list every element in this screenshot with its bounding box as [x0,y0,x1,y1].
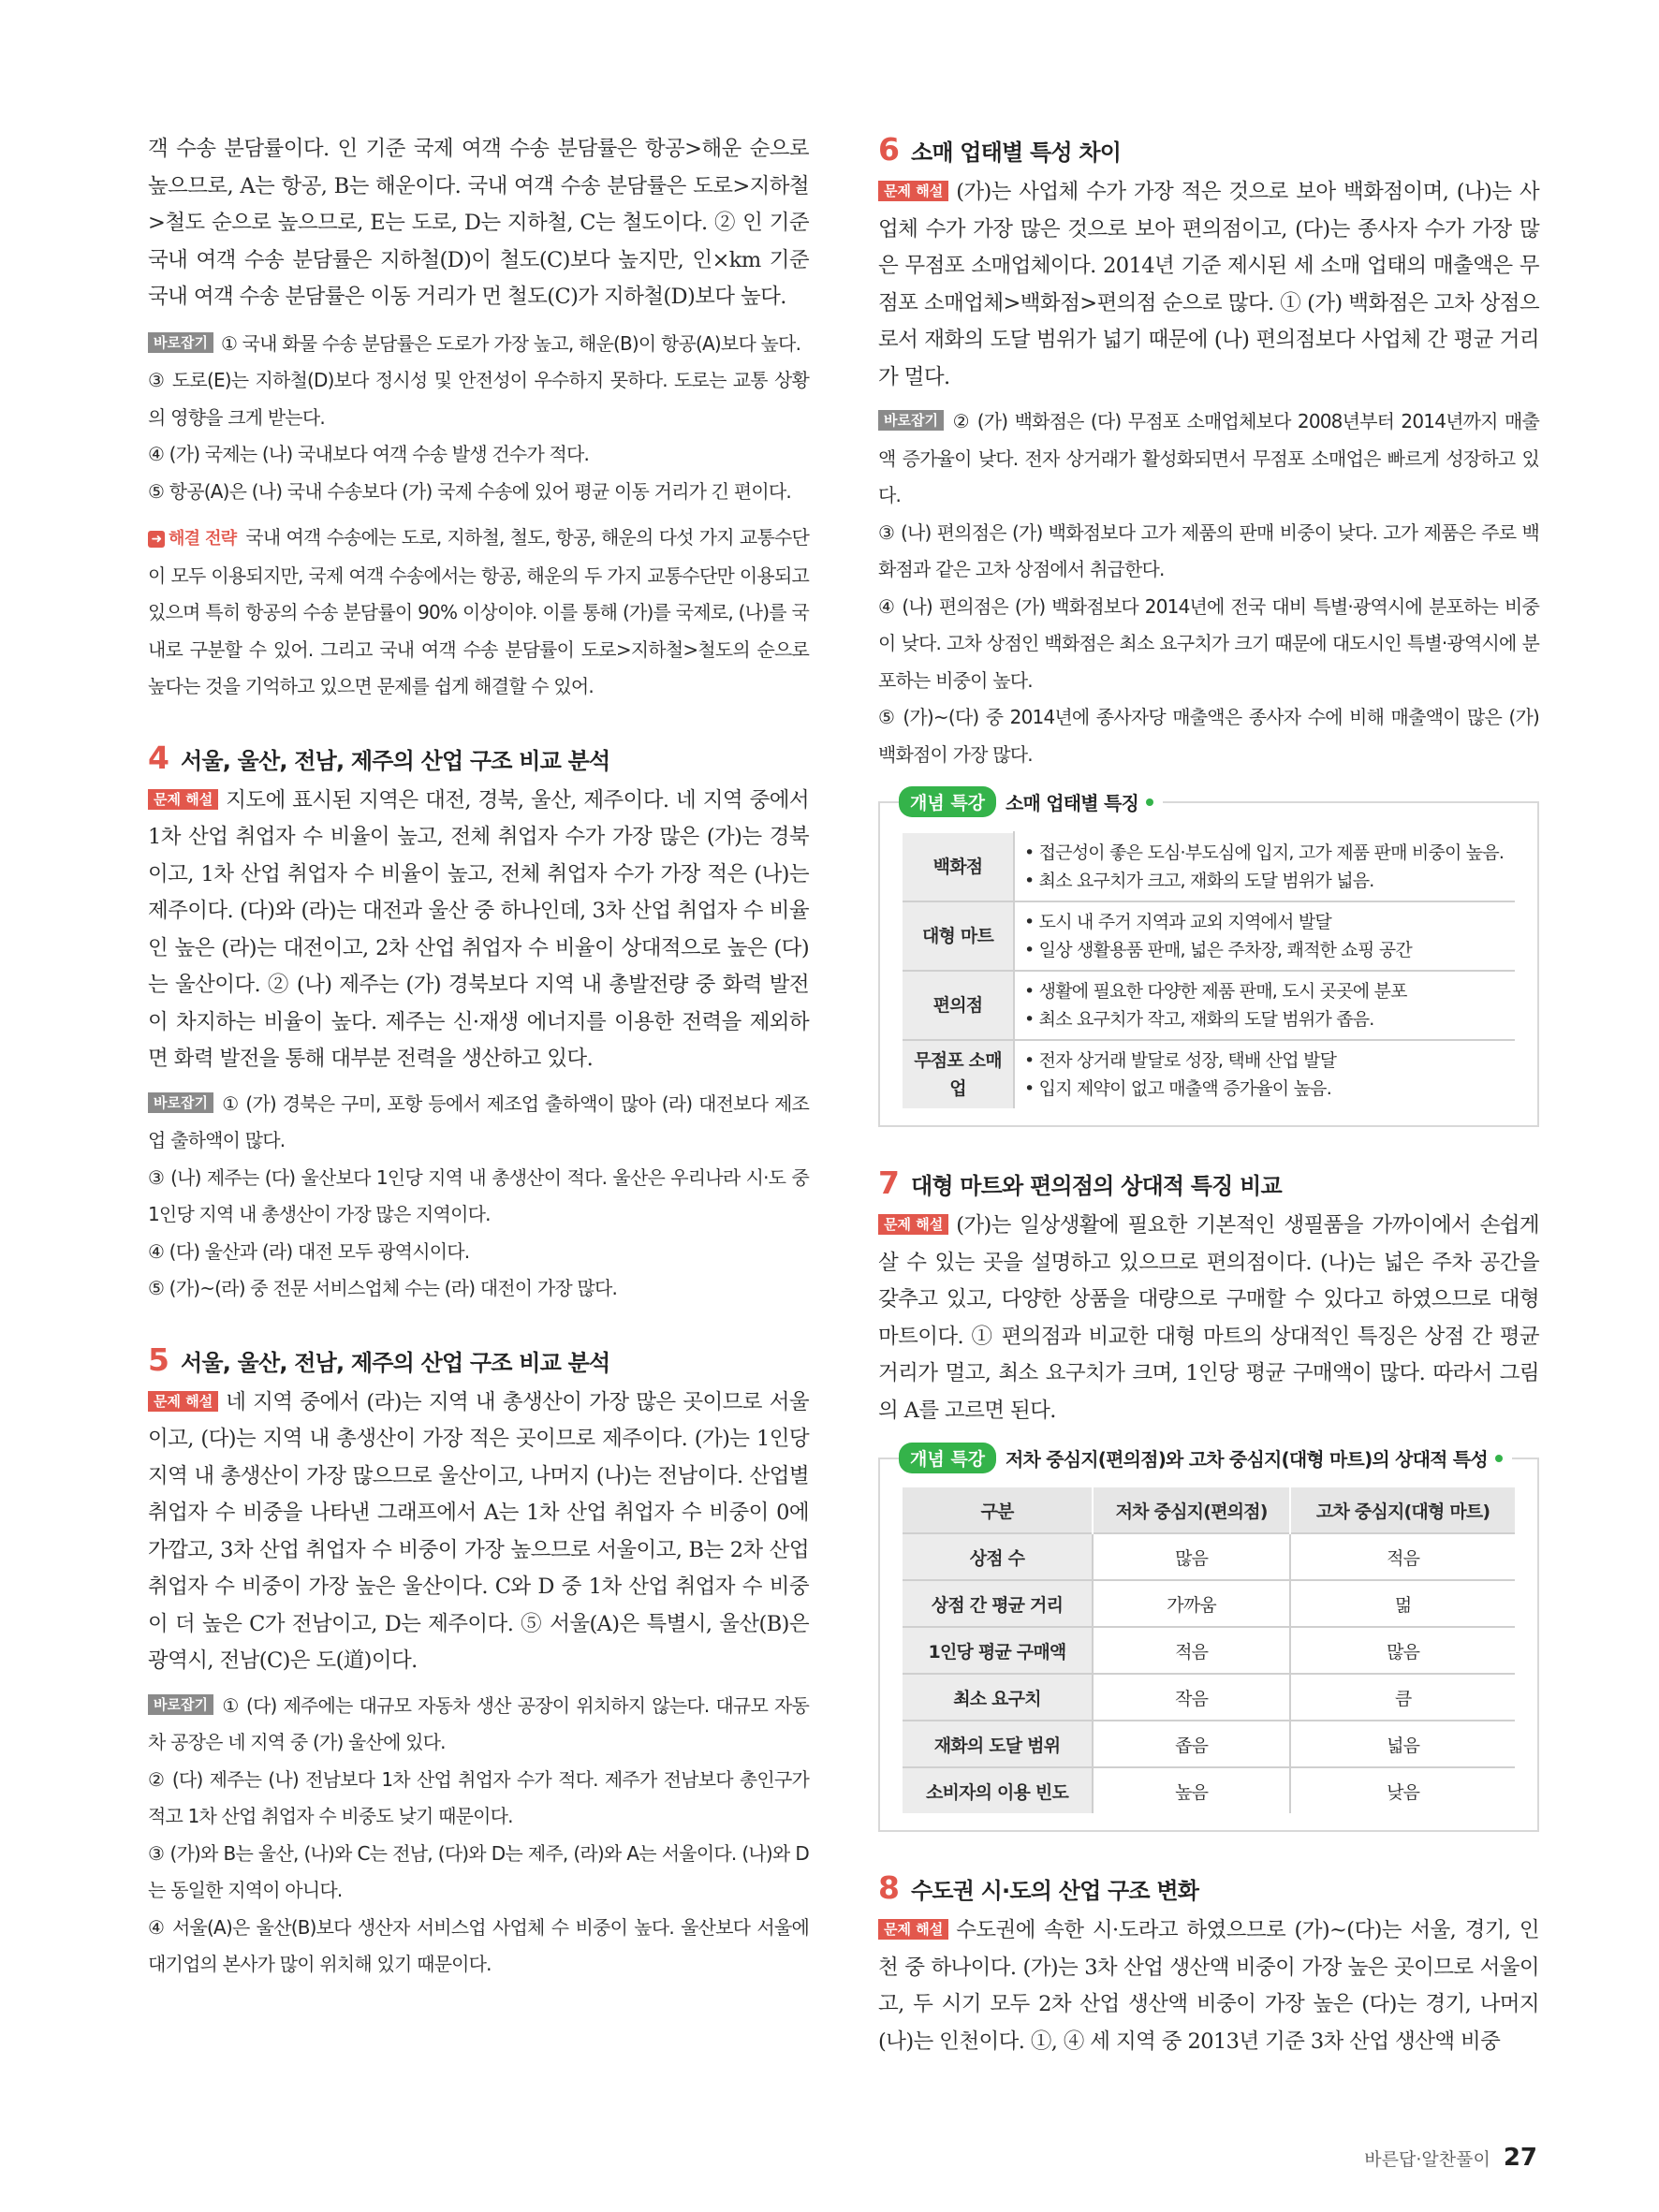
section-heading: 서울, 울산, 전남, 제주의 산업 구조 비교 분석 [180,747,610,774]
section-6-explanation [878,174,1539,396]
row-header: 소비자의 이용 빈도 [903,1767,1093,1813]
page-footer [1364,2144,1537,2172]
fix-line: ③ 도로(E)는 지하철(D)보다 정시성 및 안전성이 우수하지 못하다. 도로는 교통 상황의 영향을 크게 받는다. [148,369,809,429]
table-header-row [903,1487,1515,1533]
row-header: 상점 수 [903,1533,1093,1580]
section-4-title [148,740,809,779]
column-header: 구분 [903,1487,1093,1533]
section-6-title [878,131,1539,170]
concept-tag: 개념 특강 [899,1443,996,1473]
fix-line: ④ (다) 울산과 (라) 대전 모두 광역시이다. [148,1239,470,1263]
fix-badge: 바로잡기 [148,1694,213,1715]
table-cell: 멂 [1290,1580,1515,1627]
section-7-explanation [878,1208,1539,1429]
section-8-title [878,1869,1539,1909]
desc-line: • 도시 내 주거 지역과 교외 지역에서 발달 [1024,912,1331,932]
retail-type: 백화점 [903,832,1014,901]
desc-line: • 생활에 필요한 다양한 제품 판매, 도시 곳곳에 분포 [1024,981,1407,1002]
concept-title: 소매 업태별 특징 [1006,792,1138,814]
table-row [903,1721,1515,1767]
table-cell: 큼 [1290,1674,1515,1721]
desc-line: • 전자 상거래 발달로 성장, 택배 산업 발달 [1024,1050,1337,1071]
fix-line: ① (다) 제주에는 대규모 자동차 생산 공장이 위치하지 않는다. 대규모 자동차 공장은 네 지역 중 (가) 울산에 있다. [148,1693,809,1753]
table-cell: 적음 [1093,1627,1290,1674]
fix-line: ③ (나) 편의점은 (가) 백화점보다 고가 제품의 판매 비중이 낮다. 고가 제품은 주로 백화점과 같은 고차 상점에서 취급한다. [878,520,1539,580]
table-cell: 많음 [1093,1533,1290,1580]
section-heading: 수도권 시·도의 산업 구조 변화 [910,1878,1199,1904]
section-heading: 서울, 울산, 전남, 제주의 산업 구조 비교 분석 [180,1349,610,1376]
table-cell: 낮음 [1290,1767,1515,1813]
section-heading: 대형 마트와 편의점의 상대적 특징 비교 [910,1173,1282,1199]
concept-box-retail [878,792,1539,1127]
table-cell: 작음 [1093,1674,1290,1721]
fix-block [148,326,809,511]
concept-header [899,1443,1512,1473]
row-header: 상점 간 평균 거리 [903,1580,1093,1627]
desc-line: • 입지 제약이 없고 매출액 증가율이 높음. [1024,1078,1331,1099]
retail-type: 편의점 [903,971,1014,1040]
concept-tag: 개념 특강 [899,786,996,817]
fix-badge: 바로잡기 [148,332,213,353]
concept-box-centers [878,1448,1539,1832]
section-number: 8 [878,1869,900,1906]
explanation-badge: 문제 해설 [878,181,948,201]
table-cell: 가까움 [1093,1580,1290,1627]
section-5-title [148,1341,809,1381]
table-row [903,1533,1515,1580]
fix-line: ⑤ 항공(A)은 (나) 국내 수송보다 (가) 국제 수송에 있어 평균 이동 거리가 긴 편이다. [148,479,791,503]
strategy-label: 해결 전략 [169,529,237,549]
table-row [903,1627,1515,1674]
footer-label: 바른답·알찬풀이 [1364,2149,1490,2170]
retail-desc [1014,1040,1515,1108]
fix-line: ① 국내 화물 수송 분담률은 도로가 가장 높고, 해운(B)이 항공(A)보다 높다. [220,331,801,355]
explanation-text: 수도권에 속한 시·도라고 하였으므로 (가)~(다)는 서울, 경기, 인천 중 하나이다. (가)는 3차 산업 생산액 비중이 가장 높은 곳이므로 서울이고, 두 시기 모두 2차 산업 생산액 비중이 가장 높은 (다)는 경기, 나머지 (나)는 인천이다. ①, ④ 세 지역 중 2013년 기준 3차 산업 생산액 비중 [878,1918,1539,2054]
table-row [903,1040,1515,1108]
table-cell: 좁음 [1093,1721,1290,1767]
fix-line: ⑤ (가)~(라) 중 전문 서비스업체 수는 (라) 대전이 가장 많다. [148,1277,618,1299]
row-header: 재화의 도달 범위 [903,1721,1093,1767]
fix-line: ④ (나) 편의점은 (가) 백화점보다 2014년에 전국 대비 특별·광역시에 분포하는 비중이 낮다. 고차 상점인 백화점은 최소 요구치가 크기 때문에 대도시인 특별·광역시에 분포하는 비중이 높다. [878,594,1539,692]
section-number: 7 [878,1165,900,1201]
table-cell: 많음 [1290,1627,1515,1674]
fix-line: ② (가) 백화점은 (다) 무점포 소매업체보다 2008년부터 2014년까지 매출액 증가율이 낮다. 전자 상거래가 활성화되면서 무점포 소매업은 빠르게 성장하고 있다. [878,410,1539,506]
table-row [903,1767,1515,1813]
section-6-fix [878,403,1539,773]
retail-desc [1014,832,1515,901]
retail-type: 무점포 소매업 [903,1040,1014,1108]
explanation-text: 네 지역 중에서 (라)는 지역 내 총생산이 가장 많은 곳이므로 서울이고, (다)는 지역 내 총생산이 가장 적은 곳이므로 제주이다. (가)는 1인당 지역 내 총생산이 가장 많으므로 울산이고, 나머지 (나)는 전남이다. 산업별 취업자 수 비중을 나타낸 그래프에서 A는 1차 산업 취업자 수 비중이 0에 가깝고, 3차 산업 취업자 수 비중이 가장 높으므로 서울이고, B는 2차 산업 취업자 수 비중이 가장 높은 울산이다. C와 D 중 1차 산업 취업자 수 비중이 더 높은 C가 전남이고, D는 제주이다. ⑤ 서울(A)은 특별시, 울산(B)은 광역시, 전남(C)은 도(道)이다. [148,1389,809,1673]
explanation-badge: 문제 해설 [878,1214,948,1235]
desc-line: • 일상 생활용품 판매, 넓은 주차장, 쾌적한 쇼핑 공간 [1024,940,1412,960]
explanation-badge: 문제 해설 [148,789,218,810]
table-cell: 넓음 [1290,1721,1515,1767]
desc-line: • 최소 요구치가 작고, 재화의 도달 범위가 좁음. [1024,1009,1374,1030]
table-cell: 적음 [1290,1533,1515,1580]
desc-line: • 접근성이 좋은 도심·부도심에 입지, 고가 제품 판매 비중이 높음. [1024,842,1505,863]
concept-title: 저차 중심지(편의점)와 고차 중심지(대형 마트)의 상대적 특성 [1006,1448,1488,1471]
retail-desc [1014,971,1515,1040]
table-row [903,1674,1515,1721]
center-compare-table [903,1487,1515,1813]
explanation-text: 지도에 표시된 지역은 대전, 경북, 울산, 제주이다. 네 지역 중에서 1차 산업 취업자 수 비율이 높고, 전체 취업자 수가 가장 많은 (가)는 경북이고, 1차 산업 취업자 수 비율이 높고, 전체 취업자 수가 가장 적은 (나)는 제주이다. (다)와 (라)는 대전과 울산 중 하나인데, 3차 산업 취업자 수 비율인 높은 (라)는 대전이고, 2차 산업 취업자 수 비율이 상대적으로 높은 (다)는 울산이다. ② (나) 제주는 (가) 경북보다 지역 내 총발전량 중 화력 발전이 차지하는 비율이 높다. 제주는 신·재생 에너지를 이용한 전력을 제외하면 화력 발전을 통해 대부분 전력을 생산하고 있다. [148,787,809,1071]
section-7-title [878,1165,1539,1204]
fix-line: ② (다) 제주는 (나) 전남보다 1차 산업 취업자 수가 적다. 제주가 전남보다 총인구가 적고 1차 산업 취업자 수 비중도 낮기 때문이다. [148,1767,809,1827]
strategy-block [148,520,809,706]
dot-icon [1146,798,1153,806]
explanation-text: (가)는 일상생활에 필요한 기본적인 생필품을 가까이에서 손쉽게 살 수 있는 곳을 설명하고 있으므로 편의점이다. (나)는 넓은 주차 공간을 갖추고 있고, 다양한 상품을 대량으로 구매할 수 있다고 하였으므로 대형 마트이다. ① 편의점과 비교한 대형 마트의 상대적인 특징은 상점 간 평균 거리가 멀고, 최소 요구치가 크며, 1인당 평균 구매액이 많다. 따라서 그림의 A를 고르면 된다. [878,1213,1539,1423]
arrow-right-icon: ➜ [148,531,165,548]
right-column [878,131,1539,2060]
column-header: 저차 중심지(편의점) [1093,1487,1290,1533]
section-heading: 소매 업태별 특성 차이 [910,139,1122,166]
section-8-explanation [878,1912,1539,2060]
row-header: 1인당 평균 구매액 [903,1627,1093,1674]
fix-badge: 바로잡기 [878,410,944,431]
section-5-fix [148,1688,809,1984]
intro-paragraph: 객 수송 분담률이다. 인 기준 국제 여객 수송 분담률은 항공>해운 순으로 높으므로, A는 항공, B는 해운이다. 국내 여객 수송 분담률은 도로>지하철>철도 순으로 높으므로, E는 도로, D는 지하철, C는 철도이다. ② 인 기준 국내 여객 수송 분담률은 지하철(D)이 철도(C)보다 높지만, 인×km 기준 국내 여객 수송 분담률은 이동 거리가 먼 철도(C)가 지하철(D)보다 높다. [148,137,809,309]
page-number: 27 [1503,2144,1537,2172]
explanation-text: (가)는 사업체 수가 가장 적은 것으로 보아 백화점이며, (나)는 사업체 수가 가장 많은 것으로 보아 편의점이고, (다)는 종사자 수가 가장 많은 무점포 소매업체이다. 2014년 기준 제시된 세 소매 업태의 매출액은 무점포 소매업체>백화점>편의점 순으로 많다. ① (가) 백화점은 고차 상점으로서 재화의 도달 범위가 넓기 때문에 (나) 편의점보다 사업체 간 평균 거리가 멀다. [878,180,1539,389]
table-cell: 높음 [1093,1767,1290,1813]
section-4-fix [148,1086,809,1308]
retail-table [903,831,1515,1108]
fix-line: ⑤ (가)~(다) 중 2014년에 종사자당 매출액은 종사자 수에 비해 매출액이 많은 (가) 백화점이 가장 많다. [878,706,1539,766]
explanation-badge: 문제 해설 [878,1919,948,1940]
dot-icon [1495,1455,1503,1462]
section-4-explanation [148,783,809,1078]
retail-desc [1014,901,1515,971]
fix-line: ① (가) 경북은 구미, 포항 등에서 제조업 출하액이 많아 (라) 대전보다 제조업 출하액이 많다. [148,1091,809,1151]
retail-type: 대형 마트 [903,901,1014,971]
section-number: 6 [878,131,900,168]
table-row [903,901,1515,971]
section-number: 4 [148,739,169,776]
left-column [148,131,809,1984]
section-5-explanation [148,1384,809,1680]
column-header: 고차 중심지(대형 마트) [1290,1487,1515,1533]
row-header: 최소 요구치 [903,1674,1093,1721]
fix-line: ④ 서울(A)은 울산(B)보다 생산자 서비스업 사업체 수 비중이 높다. 울산보다 서울에 대기업의 본사가 많이 위치해 있기 때문이다. [148,1915,809,1975]
concept-header [899,786,1163,817]
fix-line: ③ (나) 제주는 (다) 울산보다 1인당 지역 내 총생산이 적다. 울산은 우리나라 시·도 중 1인당 지역 내 총생산이 가장 많은 지역이다. [148,1165,809,1225]
explanation-badge: 문제 해설 [148,1391,218,1412]
section-number: 5 [148,1340,169,1378]
fix-badge: 바로잡기 [148,1092,213,1113]
table-row [903,832,1515,901]
fix-line: ③ (가)와 B는 울산, (나)와 C는 전남, (다)와 D는 제주, (라)와 A는 서울이다. (나)와 D는 동일한 지역이 아니다. [148,1841,809,1901]
table-row [903,971,1515,1040]
strategy-text: 국내 여객 수송에는 도로, 지하철, 철도, 항공, 해운의 다섯 가지 교통수단이 모두 이용되지만, 국제 여객 수송에서는 항공, 해운의 두 가지 교통수단만 이용되고 있으며 특히 항공의 수송 분담률이 90% 이상이야. 이를 통해 (가)를 국제로, (나)를 국내로 구분할 수 있어. 그리고 국내 여객 수송 분담률이 도로>지하철>철도의 순으로 높다는 것을 기억하고 있으면 문제를 쉽게 해결할 수 있어. [148,526,809,697]
table-row [903,1580,1515,1627]
fix-line: ④ (가) 국제는 (나) 국내보다 여객 수송 발생 건수가 적다. [148,443,590,465]
desc-line: • 최소 요구치가 크고, 재화의 도달 범위가 넓음. [1024,871,1374,891]
